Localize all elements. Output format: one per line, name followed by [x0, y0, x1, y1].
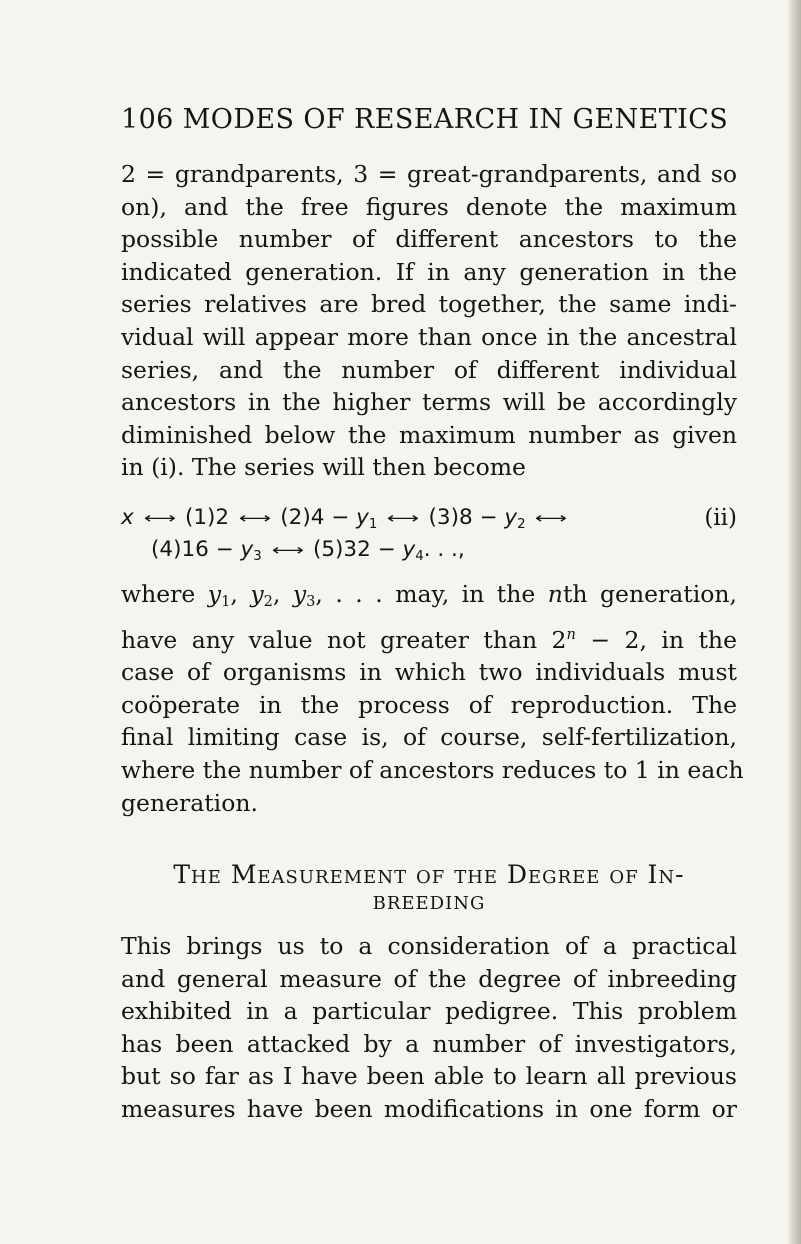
eq-term: (2)4: [280, 505, 325, 530]
text-line: series relatives are bred together, the same indi-: [121, 290, 737, 319]
eq-subscript: 4: [415, 549, 424, 564]
paragraph-1: [121, 158, 737, 484]
text-line: 2 = grandparents, 3 = great-grandparents, and so: [121, 160, 737, 188]
eq-minus: −: [479, 505, 498, 530]
equation-label: (ii): [704, 505, 737, 531]
paragraph-2: [121, 578, 744, 819]
text-line: generation.: [121, 788, 258, 817]
eq-subscript: 2: [517, 517, 526, 532]
eq-term: (4)16: [151, 537, 209, 562]
eq-minus: −: [331, 505, 350, 530]
eq-var-y: y: [240, 537, 254, 562]
text-line: final limiting case is, of course, self-fertilization,: [121, 723, 737, 752]
text-line: on), and the free figures denote the maximum: [121, 192, 737, 221]
text-line: where $y_1$, $y_2$, $y_3$, . . . may, in the nth generation,: [121, 580, 737, 610]
text-line: series, and the number of different individual: [121, 355, 737, 384]
double-arrow-icon: ⟷: [143, 509, 176, 527]
text-line: This brings us to a consideration of a practical: [121, 932, 737, 960]
double-arrow-icon: ⟷: [238, 509, 271, 527]
text-line: exhibited in a particular pedigree. This problem: [121, 997, 737, 1026]
double-arrow-icon: ⟷: [271, 541, 304, 559]
text-line: diminished below the maximum number as given: [121, 420, 737, 449]
eq-ellipsis: . . .,: [423, 537, 465, 562]
text-line: and general measure of the degree of inbreeding: [121, 964, 737, 993]
eq-var-y: y: [402, 537, 416, 562]
text-line: indicated generation. If in any generation in the: [121, 257, 737, 286]
running-header: [121, 104, 729, 135]
running-title: MODES OF RESEARCH IN GENETICS: [182, 104, 729, 135]
eq-term: (1)2: [184, 505, 230, 530]
text-line: vidual will appear more than once in the ancestral: [121, 322, 737, 351]
text-line: possible number of different ancestors to the: [121, 225, 737, 254]
equation-line-1: [121, 505, 570, 532]
text-line: have any value not greater than $2^n - 2$, in the: [121, 625, 737, 654]
text-line: measures have been modifications in one form or: [121, 1094, 737, 1123]
eq-term: (5)32: [312, 537, 371, 562]
page-edge-shadow: [787, 0, 801, 1244]
text-line: in (i). The series will then become: [121, 453, 526, 482]
eq-var-y: y: [356, 505, 369, 530]
eq-term: (3)8: [428, 505, 473, 530]
double-arrow-icon: ⟷: [535, 509, 568, 527]
eq-var-y: y: [504, 505, 518, 530]
text-line: case of organisms in which two individuals must: [121, 658, 737, 687]
paragraph-3: [121, 930, 737, 1126]
eq-var-x: x: [121, 505, 134, 530]
text-line: coöperate in the process of reproduction. The: [121, 690, 737, 719]
double-arrow-icon: ⟷: [386, 509, 420, 527]
eq-minus: −: [377, 537, 396, 562]
text-line: has been attacked by a number of investigators,: [121, 1029, 737, 1058]
text-line: where the number of ancestors reduces to 1 in each: [121, 755, 744, 784]
equation-line-2: [151, 537, 465, 564]
section-heading-line-1: The Measurement of the Degree of In-: [173, 860, 685, 889]
text-line: ancestors in the higher terms will be accordingly: [121, 388, 737, 417]
section-heading: [121, 860, 737, 914]
eq-subscript: 3: [253, 549, 262, 564]
eq-minus: −: [215, 537, 234, 562]
section-heading-line-2: BREEDING: [372, 893, 486, 914]
eq-subscript: 1: [368, 517, 378, 532]
page-number: 106: [121, 104, 174, 135]
text-line: but so far as I have been able to learn all previous: [121, 1062, 737, 1091]
